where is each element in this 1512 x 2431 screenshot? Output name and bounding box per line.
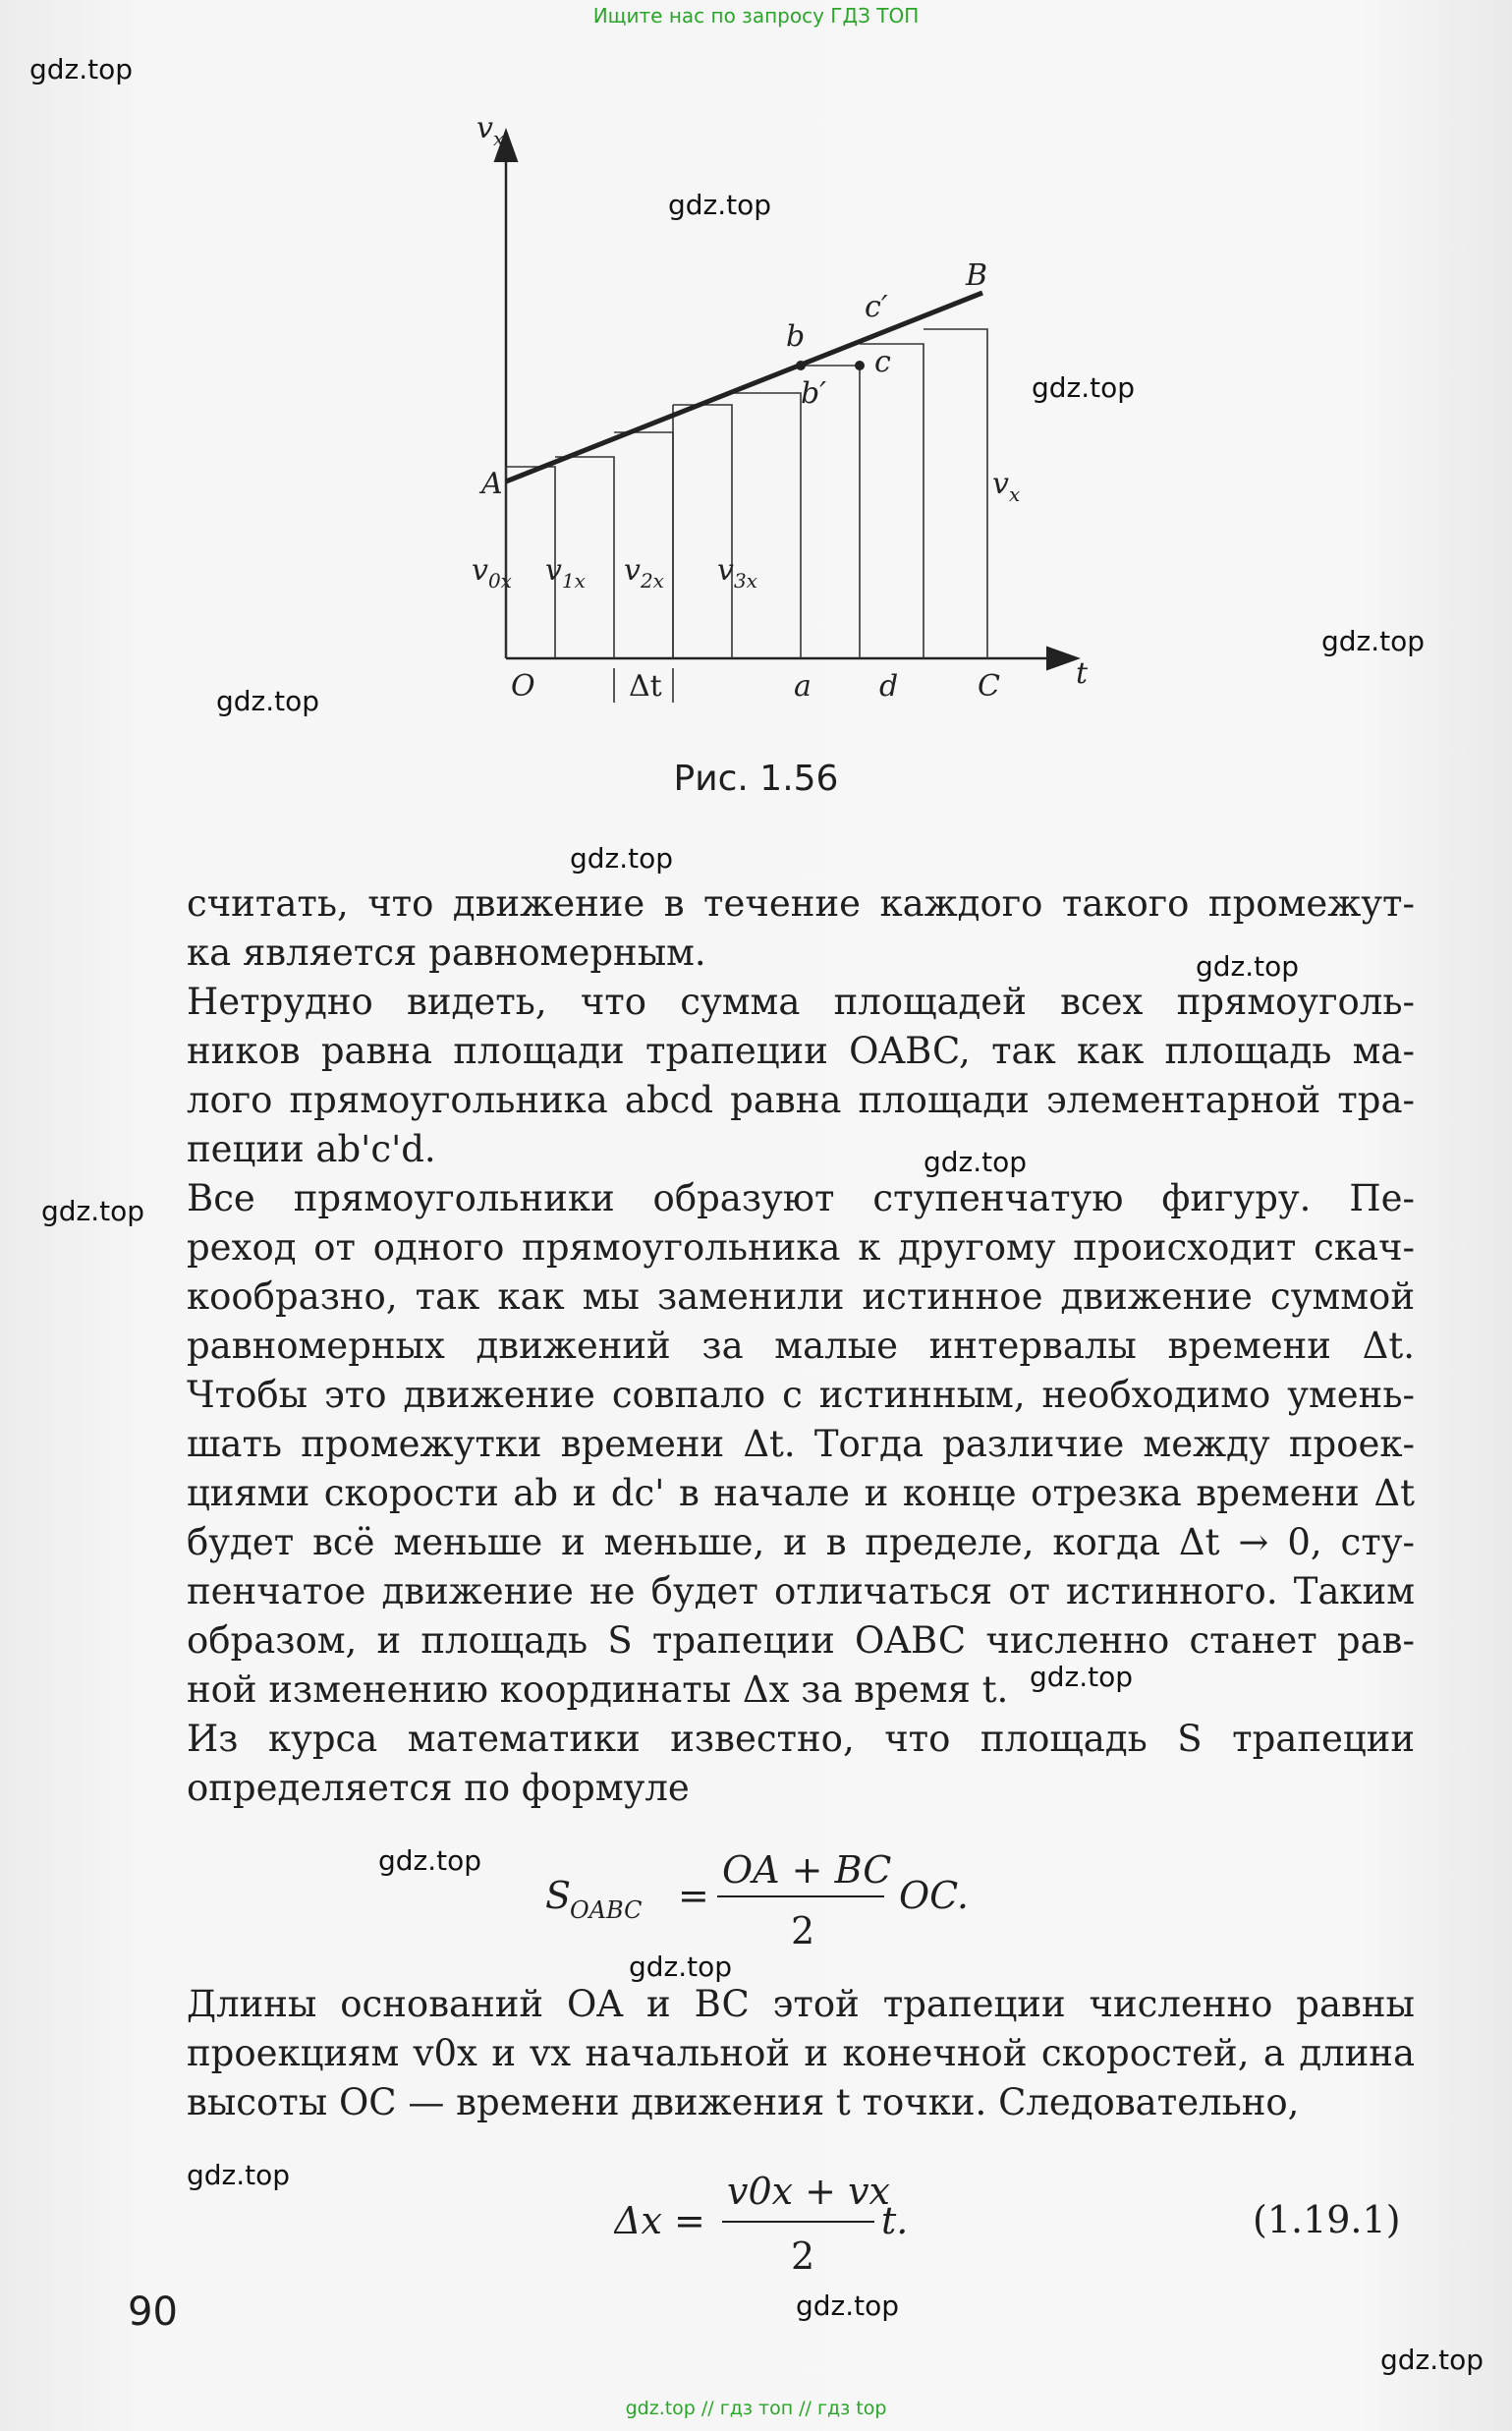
text-line: Из курса математики известно, что площадь S трапеции [187, 1718, 1415, 1760]
text-line: лого прямоугольника abcd равна площади элементарной тра- [187, 1079, 1415, 1121]
text-line: Все прямоугольники образуют ступенчатую фигуру. Пе- [187, 1177, 1415, 1219]
watermark: gdz.top [796, 2290, 900, 2322]
text-line: реход от одного прямоугольника к другому происходит скач- [187, 1226, 1415, 1269]
text-line: ка является равномерным. [187, 932, 706, 974]
watermark: gdz.top [924, 1146, 1028, 1178]
label-vx: $v_x$ [992, 467, 1021, 506]
label-delta-t: Δt [629, 669, 662, 704]
step-rectangles [506, 329, 987, 658]
label-vx-axis: $v_x$ [476, 111, 505, 150]
text-line: ников равна площади трапеции OABC, так как площадь ма- [187, 1030, 1415, 1072]
label-v2x: $v_{2x}$ [624, 553, 664, 593]
svg-text:2: 2 [791, 2234, 815, 2278]
text-line: Чтобы это движение совпало с истинным, необходимо умень- [187, 1374, 1415, 1416]
watermark: gdz.top [29, 53, 134, 85]
label-B: B [966, 258, 988, 293]
text-line: кообразно, так как мы заменили истинное движение суммой [187, 1275, 1415, 1318]
text-line: будет всё меньше и меньше, и в пределе, когда Δt → 0, сту- [187, 1521, 1415, 1563]
velocity-time-graph [432, 108, 1120, 717]
text-line: проекциям v0x и vx начальной и конечной скоростей, а длина [187, 2032, 1415, 2074]
watermark: gdz.top [668, 189, 772, 221]
page-number: 90 [128, 2290, 178, 2335]
text-line: высоты OC — времени движения t точки. Следовательно, [187, 2081, 1300, 2123]
text-line: циями скорости ab и dc' в начале и конце отрезка времени Δt [187, 1472, 1415, 1514]
label-C: C [978, 669, 1000, 704]
svg-text:t.: t. [881, 2199, 909, 2242]
svg-text:OA + BC: OA + BC [722, 1848, 892, 1892]
line-AB [506, 293, 982, 481]
svg-text:S: S [545, 1874, 572, 1917]
body-text-2 [187, 1980, 1415, 2127]
trapezoid-area-formula [545, 1847, 1017, 1964]
svg-text:OC.: OC. [899, 1874, 969, 1917]
watermark: gdz.top [570, 842, 674, 875]
top-banner[interactable]: Ищите нас по запросу ГДЗ ТОП [592, 4, 920, 28]
text-line: ной изменению координаты Δx за время t. [187, 1668, 1009, 1711]
label-a: a [794, 669, 812, 704]
watermark: gdz.top [1380, 2344, 1484, 2376]
text-line: Длины оснований OA и BC этой трапеции численно равны [187, 1983, 1415, 2025]
label-v3x: $v_{3x}$ [717, 553, 757, 593]
label-b-prime: b′ [801, 376, 827, 411]
watermark: gdz.top [629, 1950, 733, 1983]
figure-caption: Рис. 1.56 [673, 759, 839, 799]
svg-text:OABC: OABC [570, 1896, 643, 1924]
label-c: c [874, 345, 891, 379]
displacement-formula [614, 2167, 938, 2289]
watermark: gdz.top [378, 1844, 482, 1877]
text-line: равномерных движений за малые интервалы времени Δt. [187, 1325, 1415, 1367]
svg-text:Δx =: Δx = [614, 2199, 705, 2242]
label-d: d [879, 669, 899, 704]
watermark: gdz.top [216, 685, 320, 717]
body-text [187, 879, 1415, 1813]
bottom-banner[interactable]: gdz.top // гдз топ // гдз top [625, 2398, 887, 2419]
text-line: пеции ab'c'd. [187, 1128, 436, 1170]
label-O: O [511, 669, 535, 704]
watermark: gdz.top [41, 1195, 145, 1227]
label-c-prime: c′ [865, 290, 888, 324]
text-line: образом, и площадь S трапеции OABC численно станет рав- [187, 1619, 1415, 1662]
label-v0x: $v_{0x}$ [472, 553, 512, 593]
equation-number: (1.19.1) [1253, 2198, 1401, 2241]
watermark: gdz.top [1196, 950, 1300, 983]
label-t-axis: t [1076, 656, 1089, 691]
watermark: gdz.top [1321, 625, 1426, 657]
text-line: пенчатое движение не будет отличаться от истинного. Таким [187, 1570, 1415, 1612]
watermark: gdz.top [187, 2159, 291, 2191]
text-line: считать, что движение в течение каждого такого промежут- [187, 882, 1415, 925]
svg-text:2: 2 [791, 1909, 815, 1952]
watermark: gdz.top [1032, 371, 1136, 404]
label-A: A [481, 467, 503, 501]
text-line: определяется по формуле [187, 1767, 690, 1809]
label-b: b [786, 319, 806, 354]
text-line: шать промежутки времени Δt. Тогда различие между проек- [187, 1423, 1415, 1465]
svg-text:=: = [678, 1874, 709, 1917]
label-v1x: $v_{1x}$ [545, 553, 586, 593]
text-line: Нетрудно видеть, что сумма площадей всех прямоуголь- [187, 981, 1415, 1023]
svg-text:v0x + vx: v0x + vx [727, 2170, 890, 2213]
watermark: gdz.top [1030, 1661, 1134, 1693]
